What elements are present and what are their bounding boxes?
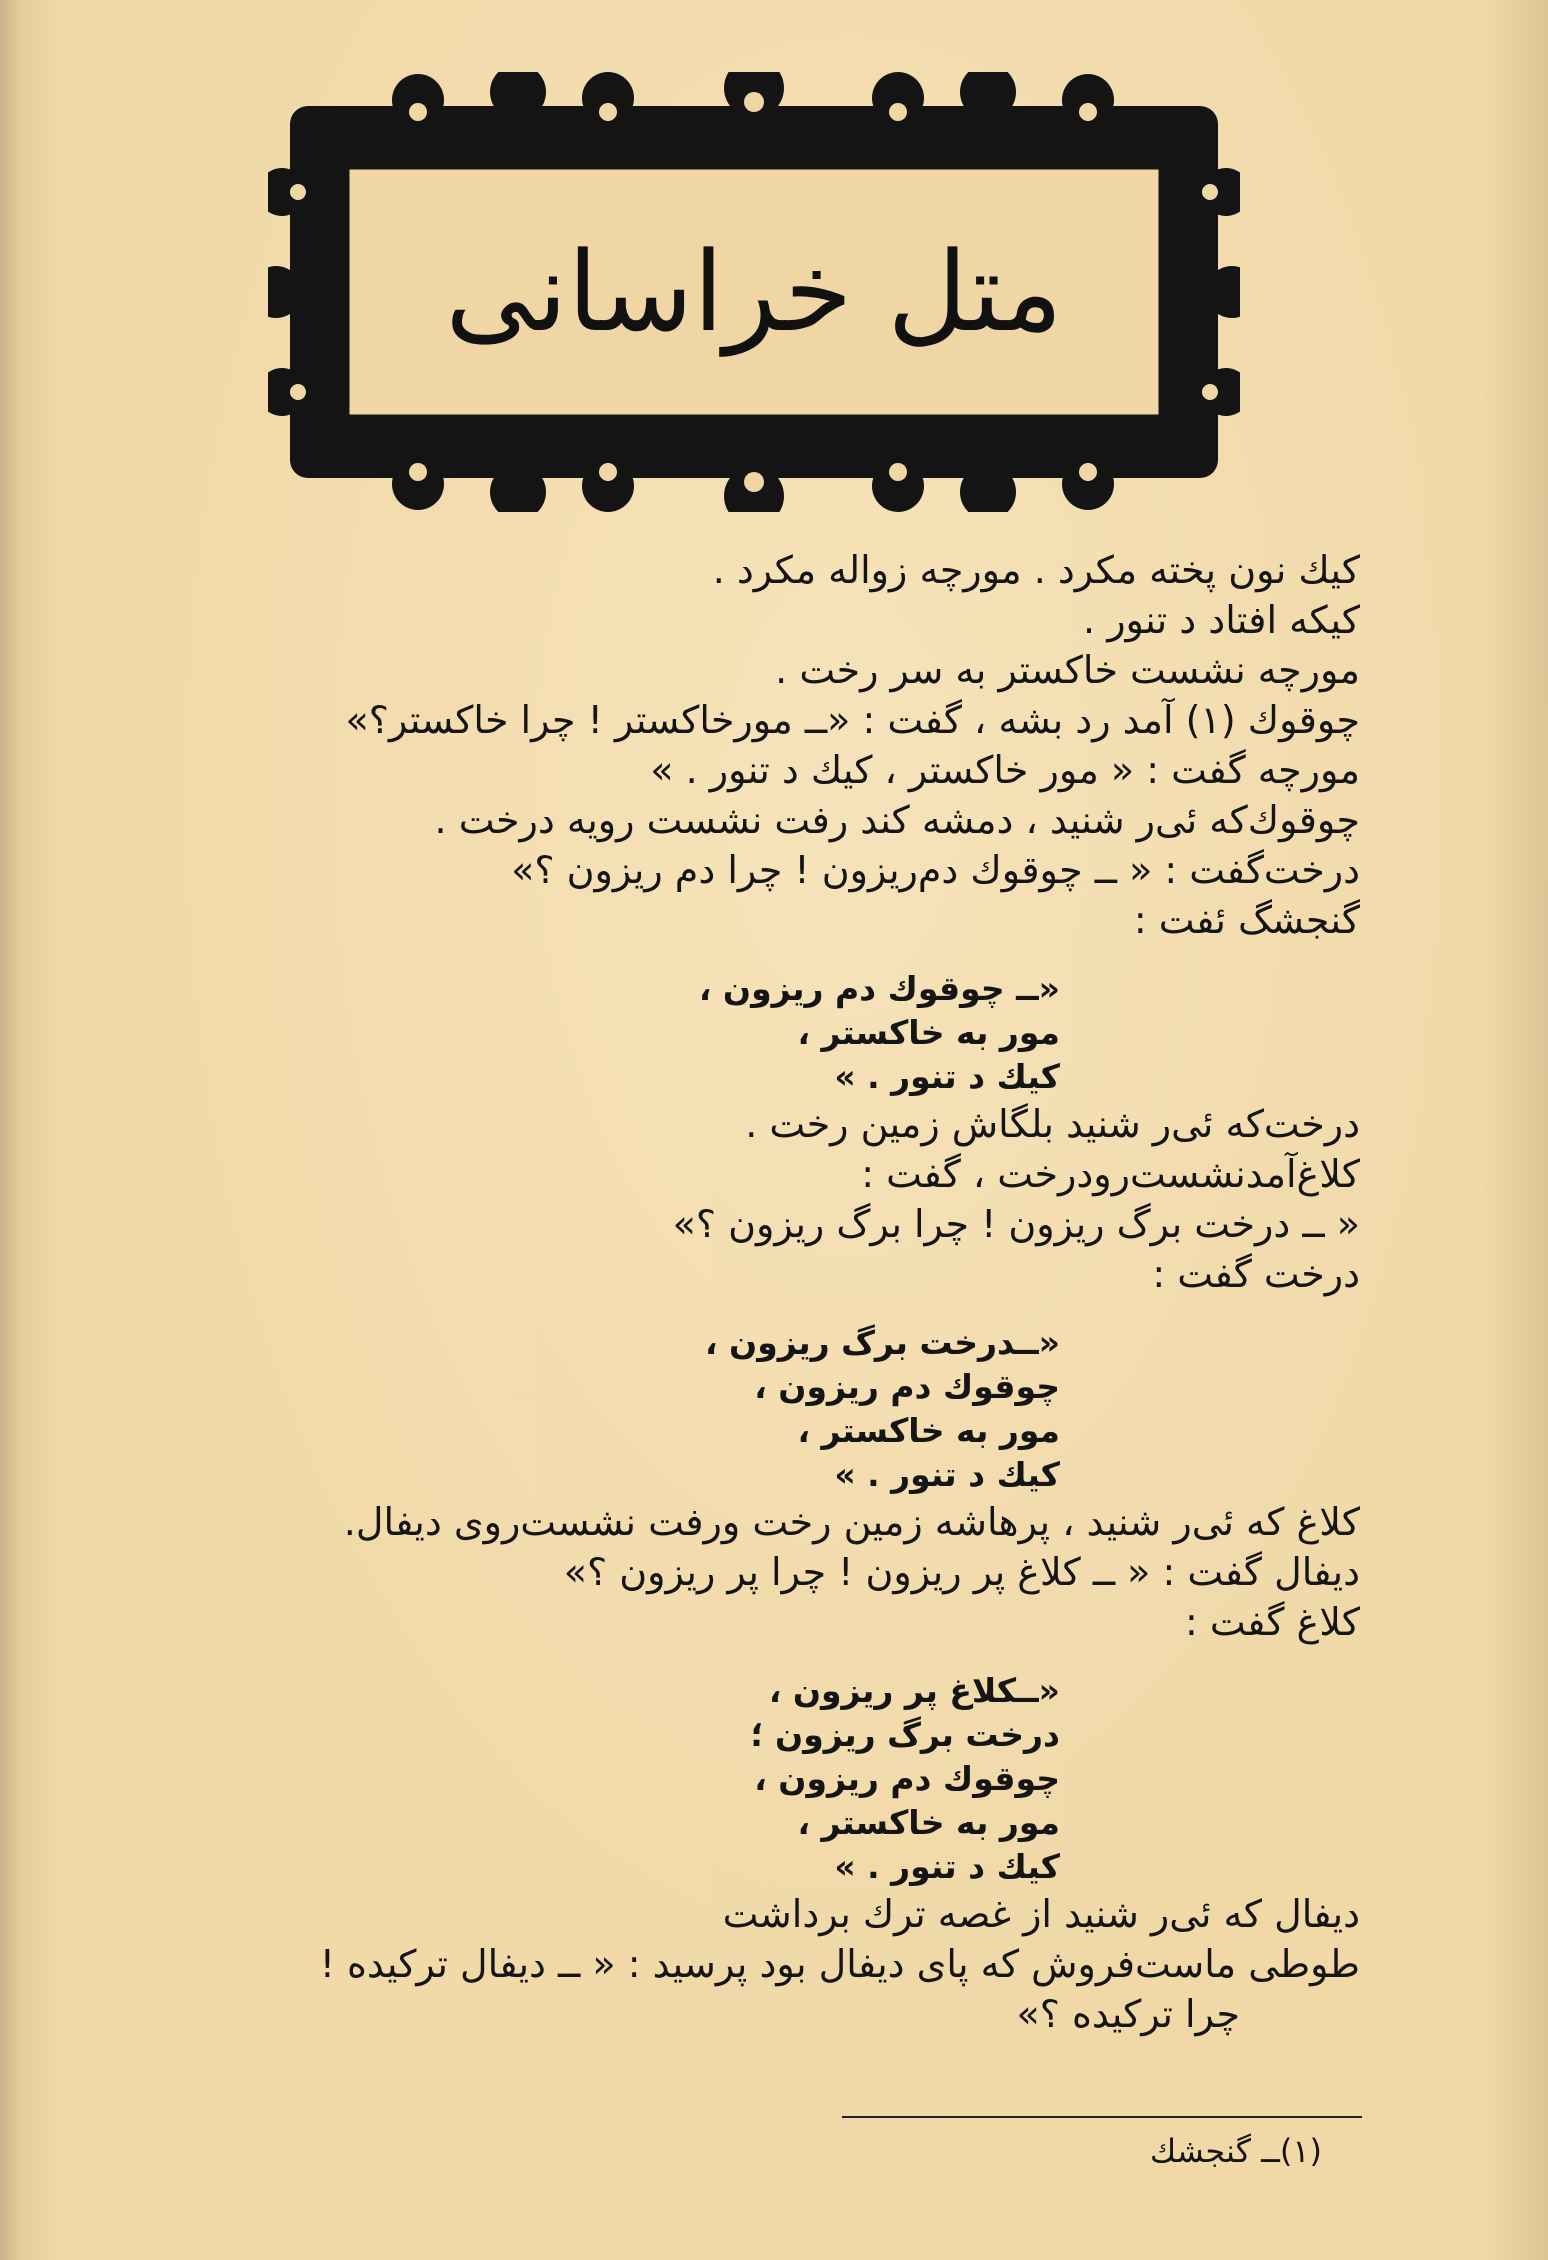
text-line: دیفال که ئی‌ر شنید از غصه ترك برداشت <box>722 1892 1360 1936</box>
text-line: کلاغ که ئی‌ر شنید ، پرهاشه زمین رخت ورفت نشست‌روی دیفال. <box>343 1500 1360 1544</box>
verse-line: مور به خاکستر ، <box>797 1411 1060 1450</box>
text-line: درخت گفت : <box>1152 1252 1360 1296</box>
title-frame <box>268 72 1240 512</box>
story-body <box>180 545 1360 2039</box>
verse-line: «ــ چوقوك دم ریزون ، <box>698 969 1060 1008</box>
text-line: درخت‌گفت : « ــ چوقوك دم‌ریزون ! چرا دم ریزون ؟» <box>511 848 1360 892</box>
text-line: دیفال گفت : « ــ کلاغ پر ریزون ! چرا پر ریزون ؟» <box>563 1550 1360 1594</box>
text-line: درخت‌که ئی‌ر شنید بلگاش زمین رخت . <box>745 1102 1360 1146</box>
footnote-divider <box>842 2116 1362 2118</box>
text-line: طوطی ماست‌فروش که پای دیفال بود پرسید : « ــ دیفال ترکیده ! <box>319 1942 1360 1986</box>
verse-line: مور به خاکستر ، <box>797 1013 1060 1052</box>
verse-line: درخت برگ ریزون ؛ <box>750 1715 1060 1754</box>
verse-line: مور به خاکستر ، <box>797 1803 1060 1842</box>
verse-line: «ــکلاغ پر ریزون ، <box>768 1671 1060 1710</box>
text-line: کلاغ‌آمدنشست‌رودرخت ، گفت : <box>861 1152 1360 1196</box>
verse-line: کیك د تنور . » <box>834 1455 1060 1494</box>
text-line: مورچه نشست خاکستر به سر رخت . <box>775 648 1360 692</box>
text-line: کیك نون پخته مکرد . مورچه زواله مکرد . <box>712 548 1360 592</box>
verse-line: کیك د تنور . » <box>834 1847 1060 1886</box>
verse-line: «ــدرخت برگ ریزون ، <box>705 1323 1060 1362</box>
footnote: (۱)ــ گنجشك <box>1149 2132 1322 2170</box>
text-line: گنجشگ ئفت : <box>1133 898 1360 942</box>
text-line: « ــ درخت برگ ریزون ! چرا برگ ریزون ؟» <box>672 1202 1360 1246</box>
text-line: کیکه افتاد د تنور . <box>1083 598 1360 642</box>
verse-line: کیك د تنور . » <box>834 1057 1060 1096</box>
verse-line: چوقوك دم ریزون ، <box>754 1367 1060 1406</box>
page-title: متل خراسانی <box>445 228 1063 356</box>
text-line: چرا ترکیده ؟» <box>1016 1992 1240 2036</box>
text-line: مورچه گفت : « مور خاکستر ، کیك د تنور . » <box>650 748 1360 792</box>
verse-line: چوقوك دم ریزون ، <box>754 1759 1060 1798</box>
text-line: کلاغ گفت : <box>1184 1600 1360 1644</box>
text-line: چوقوك‌که ئی‌ر شنید ، دمشه کند رفت نشست رویه درخت . <box>434 798 1360 842</box>
text-line: چوقوك (۱) آمد رد بشه ، گفت : «ــ مورخاکستر ! چرا خاکستر؟» <box>345 698 1360 742</box>
